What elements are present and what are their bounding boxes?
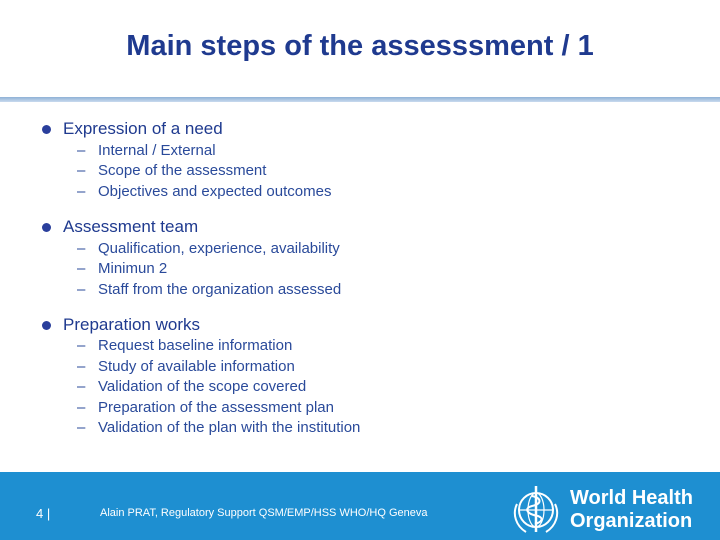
list-item-text: Objectives and expected outcomes	[98, 183, 332, 200]
list-item: – Preparation of the assessment plan	[77, 399, 334, 416]
list-item: – Request baseline information	[77, 337, 293, 354]
section-heading	[42, 315, 200, 335]
list-item-text: Validation of the plan with the institution	[98, 419, 361, 436]
bullet-icon	[42, 321, 51, 330]
section-heading-text: Assessment team	[63, 217, 199, 236]
footer-bar	[0, 472, 720, 540]
footer-credit: Alain PRAT, Regulatory Support QSM/EMP/HSS WHO/HQ Geneva	[100, 507, 428, 519]
list-item: – Scope of the assessment	[77, 162, 267, 179]
list-item: – Minimun 2	[77, 260, 168, 277]
logo-line2: Organization	[570, 510, 693, 532]
section-heading-text: Preparation works	[63, 315, 201, 334]
section-heading	[42, 217, 198, 237]
list-item: – Objectives and expected outcomes	[77, 183, 332, 200]
list-item-text: Validation of the scope covered	[98, 378, 307, 395]
list-item: – Study of available information	[77, 358, 295, 375]
logo-wordmark	[570, 487, 693, 533]
list-item-text: Internal / External	[98, 142, 216, 159]
who-logo	[508, 482, 693, 538]
list-item-text: Minimun 2	[98, 260, 168, 277]
list-item-text: Request baseline information	[98, 337, 293, 354]
list-item-text: Qualification, experience, availability	[98, 240, 340, 257]
list-item: – Internal / External	[77, 142, 216, 159]
slide-title: Main steps of the assesssment / 1	[126, 30, 594, 62]
bullet-icon	[42, 223, 51, 232]
list-item: – Staff from the organization assessed	[77, 281, 342, 298]
list-item-text: Scope of the assessment	[98, 162, 267, 179]
section-heading	[42, 119, 223, 139]
list-item: – Qualification, experience, availability	[77, 240, 340, 257]
bullet-icon	[42, 125, 51, 134]
section-heading-text: Expression of a need	[63, 119, 223, 138]
title-divider	[0, 97, 720, 102]
who-emblem-icon	[508, 482, 564, 538]
list-item: – Validation of the plan with the institution	[77, 419, 361, 436]
list-item-text: Study of available information	[98, 358, 295, 375]
list-item-text: Staff from the organization assessed	[98, 281, 342, 298]
page-number: 4 |	[36, 506, 51, 521]
list-item: – Validation of the scope covered	[77, 378, 307, 395]
list-item-text: Preparation of the assessment plan	[98, 399, 334, 416]
logo-line1: World Health	[570, 487, 693, 509]
